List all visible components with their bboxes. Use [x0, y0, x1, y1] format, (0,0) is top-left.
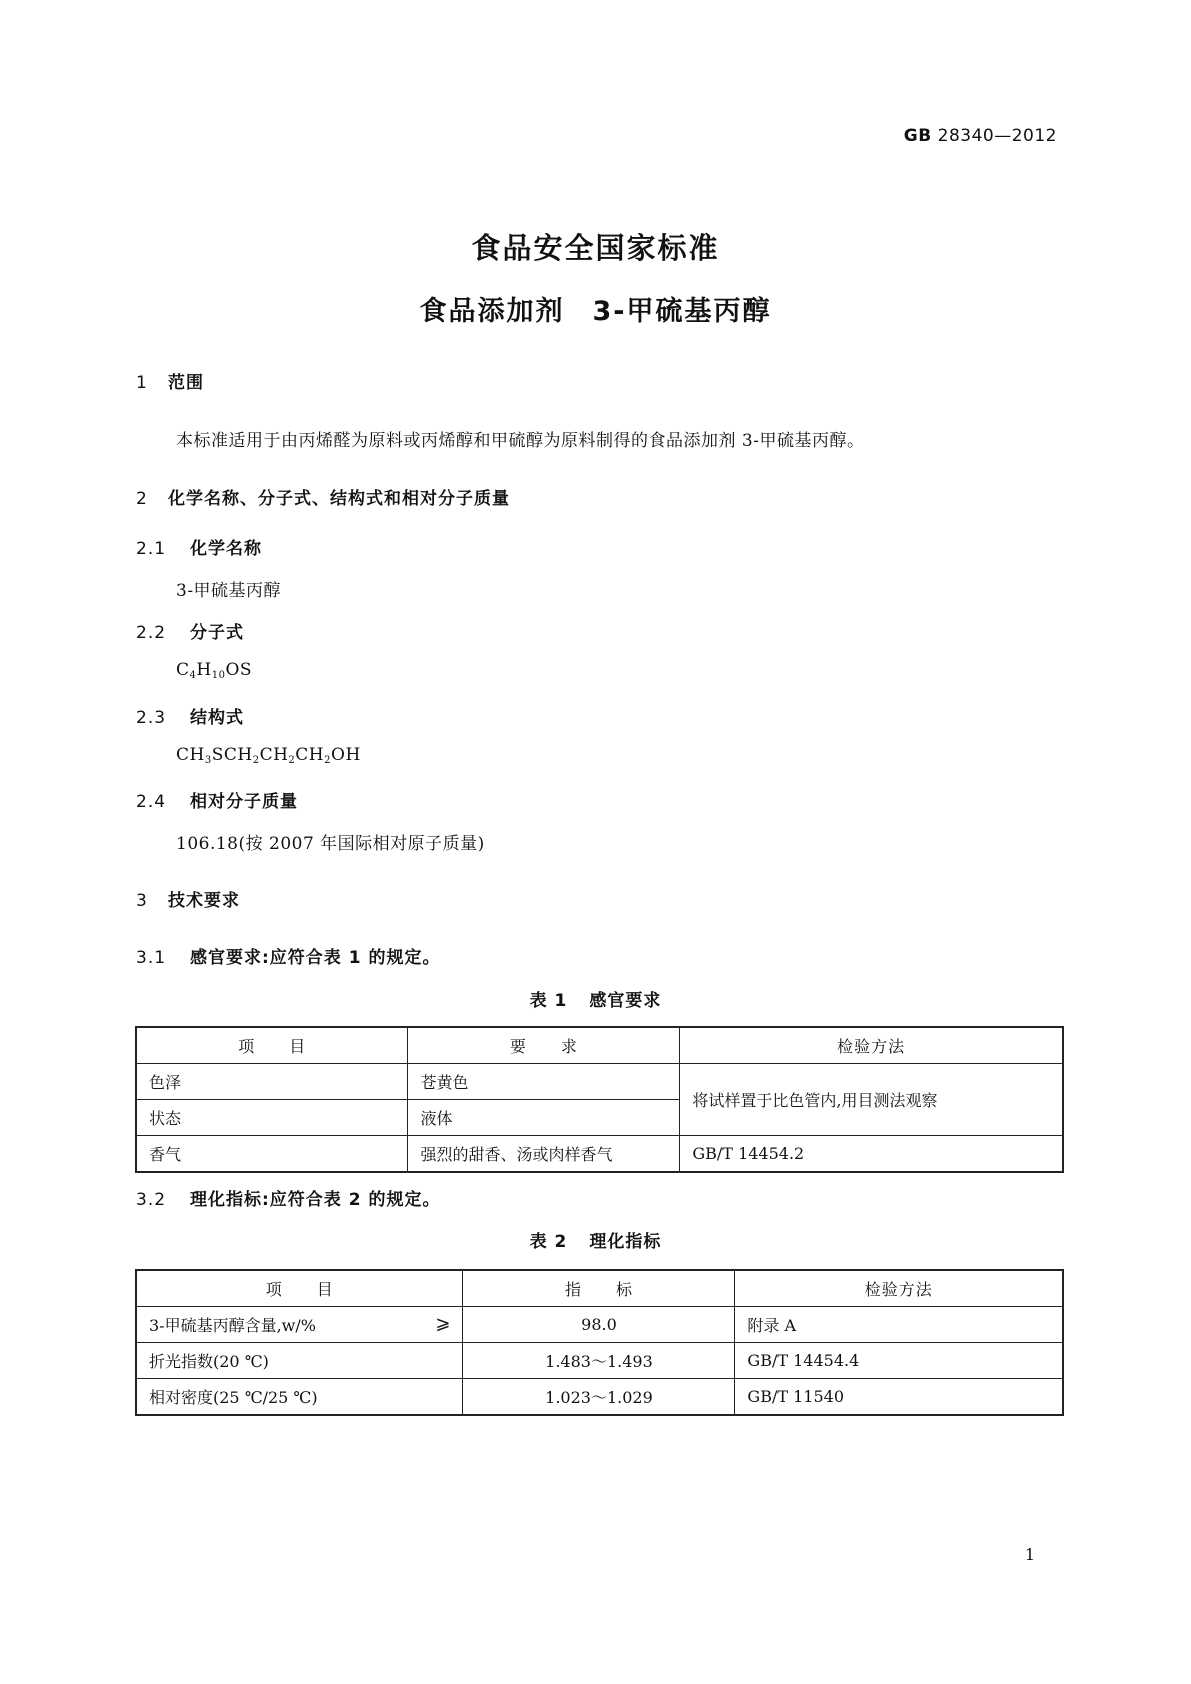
- section-number: 2.1: [136, 539, 167, 559]
- section-title: 理化指标:应符合表 2 的规定。: [190, 1190, 441, 1210]
- section-title: 分子式: [190, 623, 244, 643]
- cell-method: GB/T 14454.4: [735, 1343, 1063, 1379]
- table-1-caption: 表 1 感官要求: [529, 991, 662, 1011]
- cell-method: GB/T 14454.2: [680, 1136, 1063, 1173]
- cell-item: 香气: [136, 1136, 408, 1173]
- section-1-heading: [136, 368, 204, 393]
- header-method: 检验方法: [680, 1027, 1063, 1064]
- cell-index: 98.0: [463, 1307, 735, 1343]
- cell-requirement: 强烈的甜香、汤或肉样香气: [408, 1136, 680, 1173]
- section-number: 1: [136, 373, 148, 393]
- table-row: [136, 1307, 1063, 1343]
- section-title: 化学名称: [190, 539, 262, 559]
- table-header-row: [136, 1027, 1063, 1064]
- header-item: 项 目: [136, 1027, 408, 1064]
- section-title: 相对分子质量: [190, 792, 298, 812]
- subtitle-part-b: 3-甲硫基丙醇: [592, 296, 772, 327]
- document-subtitle: [0, 289, 1191, 328]
- cell-index: 1.023～1.029: [463, 1379, 735, 1416]
- table-header-row: [136, 1270, 1063, 1307]
- section-number: 2.3: [136, 708, 167, 728]
- page-number: 1: [1024, 1545, 1035, 1564]
- section-2-3-heading: [136, 703, 244, 728]
- section-number: 3.1: [136, 948, 167, 968]
- section-title: 结构式: [190, 708, 244, 728]
- header-item: 项 目: [136, 1270, 463, 1307]
- table-row: [136, 1343, 1063, 1379]
- section-number: 3.2: [136, 1190, 167, 1210]
- section-3-heading: [136, 886, 240, 911]
- molecular-mass: 106.18(按 2007 年国际相对原子质量): [176, 834, 485, 854]
- section-title: 化学名称、分子式、结构式和相对分子质量: [168, 489, 510, 509]
- header-requirement: 要 求: [408, 1027, 680, 1064]
- table-row: [136, 1136, 1063, 1173]
- chemical-name: 3-甲硫基丙醇: [176, 581, 282, 601]
- section-2-4-heading: [136, 787, 298, 812]
- section-number: 2.2: [136, 623, 167, 643]
- subtitle-part-a: 食品添加剂: [419, 296, 565, 327]
- cell-item: 状态: [136, 1100, 408, 1136]
- cell-item: 色泽: [136, 1064, 408, 1100]
- physicochemical-table: [135, 1269, 1064, 1416]
- standard-number: 28340—2012: [937, 126, 1057, 146]
- greater-equal-symbol: ⩾: [435, 1313, 451, 1334]
- table-row: [136, 1379, 1063, 1416]
- section-number: 2: [136, 489, 148, 509]
- cell-method: 将试样置于比色管内,用目测法观察: [680, 1064, 1063, 1136]
- section-2-1-heading: [136, 534, 262, 559]
- section-number: 3: [136, 891, 148, 911]
- section-title: 技术要求: [168, 891, 240, 911]
- cell-index: 1.483～1.493: [463, 1343, 735, 1379]
- section-2-heading: [136, 484, 510, 509]
- section-3-2-heading: [136, 1185, 440, 1210]
- header-method: 检验方法: [735, 1270, 1063, 1307]
- cell-item: 相对密度(25 ℃/25 ℃): [136, 1379, 463, 1416]
- section-title: 范围: [168, 373, 204, 393]
- section-title: 感官要求:应符合表 1 的规定。: [190, 948, 441, 968]
- table-row: [136, 1064, 1063, 1100]
- cell-item: 3-甲硫基丙醇含量,w/% ⩾: [136, 1307, 463, 1343]
- sensory-requirements-table: [135, 1026, 1064, 1173]
- cell-requirement: 液体: [408, 1100, 680, 1136]
- section-1-text: 本标准适用于由丙烯醛为原料或丙烯醇和甲硫醇为原料制得的食品添加剂 3-甲硫基丙醇。: [176, 431, 865, 451]
- cell-requirement: 苍黄色: [408, 1064, 680, 1100]
- table-2-caption: 表 2 理化指标: [529, 1232, 662, 1252]
- molecular-formula: $C_4H_{10}OS$: [176, 660, 253, 681]
- standard-code: [904, 126, 1057, 146]
- cell-item: 折光指数(20 ℃): [136, 1343, 463, 1379]
- document-title: 食品安全国家标准: [471, 231, 720, 265]
- cell-method: 附录 A: [735, 1307, 1063, 1343]
- header-index: 指 标: [463, 1270, 735, 1307]
- structural-formula: $CH_3SCH_2CH_2CH_2OH$: [176, 745, 361, 766]
- cell-method: GB/T 11540: [735, 1379, 1063, 1416]
- section-2-2-heading: [136, 618, 244, 643]
- standard-prefix: GB: [903, 126, 932, 146]
- section-3-1-heading: [136, 943, 440, 968]
- section-number: 2.4: [136, 792, 167, 812]
